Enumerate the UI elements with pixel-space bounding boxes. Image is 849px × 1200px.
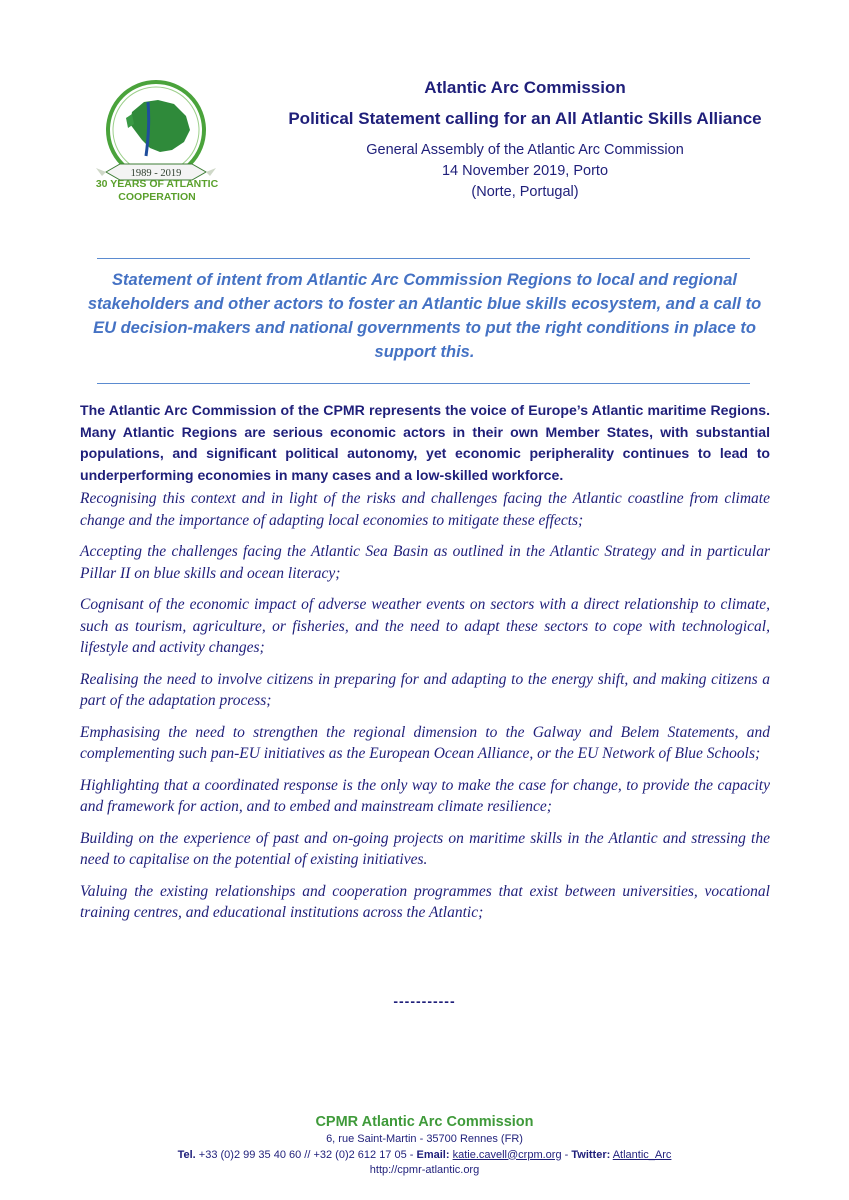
org-title: Atlantic Arc Commission: [424, 78, 626, 97]
document-header: [225, 76, 825, 203]
twitter-link[interactable]: Atlantic_Arc: [612, 1148, 672, 1161]
logo-caption: [82, 178, 232, 204]
recital-valuing: Valuing the existing relationships and cooperation programmes that exist between universities, vocational training centres, and educational institutions across the Atlantic;: [80, 882, 770, 921]
recital-accepting: Accepting the challenges facing the Atlantic Sea Basin as outlined in the Atlantic Strategy and in particular Pillar II on blue skills and ocean literacy;: [80, 543, 770, 582]
section-separator: -----------: [393, 993, 456, 1009]
divider-bottom: [97, 383, 750, 384]
tel-value: +33 (0)2 99 35 40 60 // +32 (0)2 612 17 05 -: [198, 1148, 414, 1161]
recital-recognising: Recognising this context and in light of the risks and challenges facing the Atlantic coastline from climate change and the importance of adapting local economies to mitigate these effects;: [80, 490, 770, 529]
recitals-list: [80, 488, 770, 934]
twitter-separator: -: [564, 1148, 569, 1161]
intro-paragraph: The Atlantic Arc Commission of the CPMR represents the voice of Europe’s Atlantic maritime Regions. Many Atlantic Regions are serious economic actors in their own Member States, with substantial populations, and significant political autonomy, yet economic peripherality continues to lead to underperforming economies in many cases and a low-skilled workforce.: [80, 402, 770, 483]
website-link[interactable]: http://cpmr-atlantic.org: [369, 1164, 480, 1176]
statement-of-intent: Statement of intent from Atlantic Arc Commission Regions to local and regional stakeholders and other actors to foster an Atlantic blue skills ecosystem, and a call to EU decision-makers and national governments to put the right conditions in place to support this.: [87, 271, 762, 361]
recital-highlighting: Highlighting that a coordinated response is the only way to make the case for change, to provide the capacity and framework for action, and to embed and mainstream climate resilience;: [80, 776, 770, 815]
page-footer: [0, 1112, 849, 1179]
logo-caption-line2: COOPERATION: [118, 191, 196, 203]
tel-label: Tel.: [177, 1148, 196, 1161]
recital-realising: Realising the need to involve citizens in preparing for and adapting to the energy shift, and making citizens a part of the adaptation process;: [80, 670, 770, 709]
logo-years: 1989 - 2019: [130, 168, 182, 179]
footer-address: 6, rue Saint-Martin - 35700 Rennes (FR): [326, 1133, 523, 1145]
meta-line-place: (Norte, Portugal): [471, 184, 579, 200]
meta-line-event: General Assembly of the Atlantic Arc Commission: [366, 142, 684, 158]
recital-building: Building on the experience of past and on-going projects on maritime skills in the Atlantic and stressing the need to capitalise on the potential of existing initiatives.: [80, 829, 770, 868]
assembly-meta: [225, 140, 825, 203]
recital-emphasising: Emphasising the need to strengthen the regional dimension to the Galway and Belem Statements, and complementing such pan-EU initiatives as the European Ocean Alliance, or the EU Network of Blue Schools;: [80, 723, 770, 762]
twitter-label: Twitter:: [571, 1148, 611, 1161]
recital-cognisant: Cognisant of the economic impact of adverse weather events on sectors with a direct relationship to climate, such as tourism, agriculture, or fisheries, and the need to adapt these sectors to cope with technological, lifestyle and activity changes;: [80, 596, 770, 656]
footer-contact-line: [0, 1148, 849, 1164]
divider-top: [97, 258, 750, 259]
email-label: Email:: [416, 1148, 450, 1161]
meta-line-date: 14 November 2019, Porto: [441, 163, 609, 179]
email-link[interactable]: katie.cavell@crpm.org: [452, 1148, 562, 1161]
footer-org-name: CPMR Atlantic Arc Commission: [315, 1114, 534, 1130]
logo-caption-line1: 30 YEARS OF ATLANTIC: [95, 178, 219, 190]
document-title: Political Statement calling for an All Atlantic Skills Alliance: [288, 109, 762, 128]
